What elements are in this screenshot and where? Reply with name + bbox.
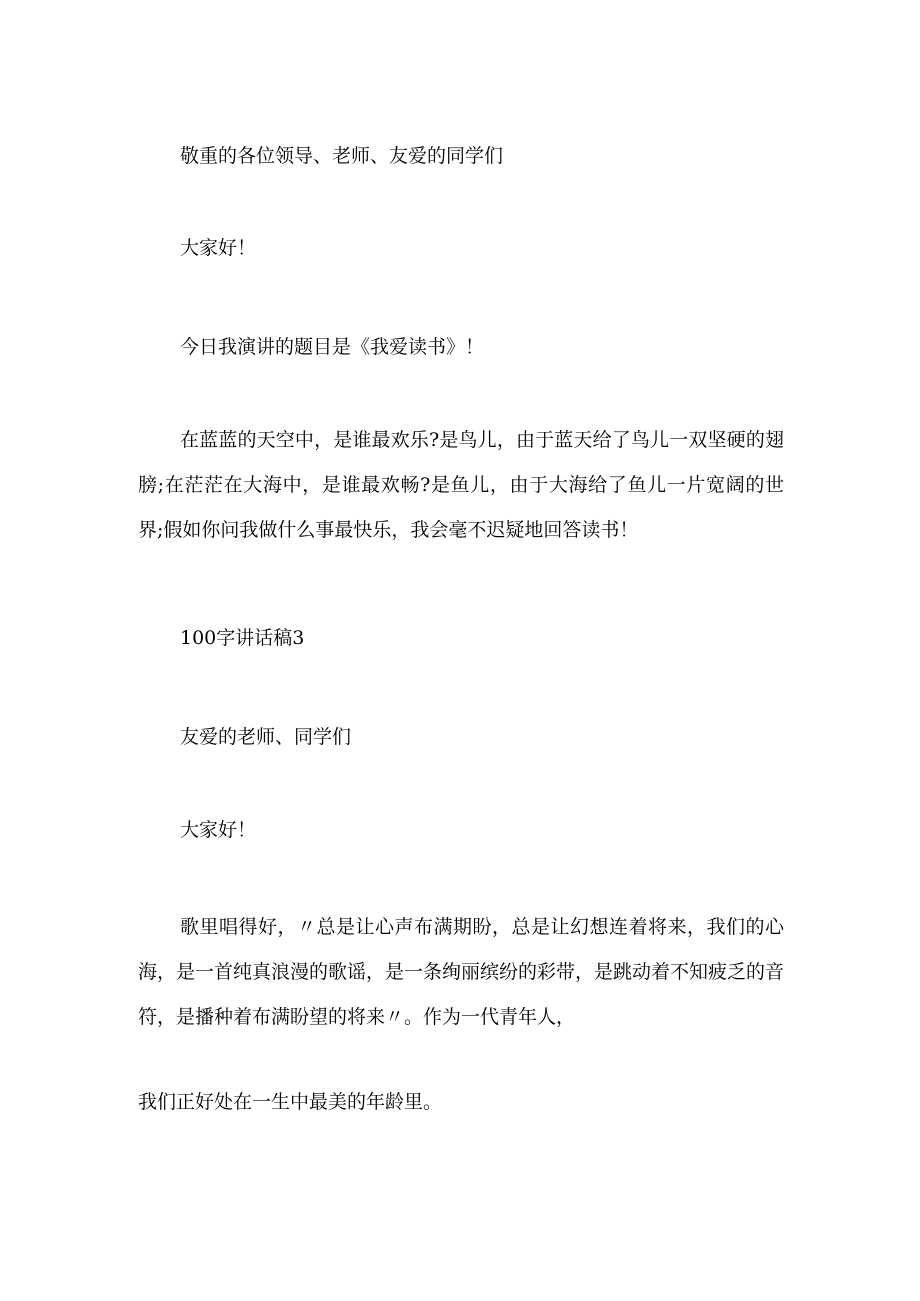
salutation-leaders: 敬重的各位领导、老师、友爱的同学们	[180, 145, 504, 167]
section-heading: 100字讲话稿3	[180, 627, 305, 649]
body-paragraph-reading: 在蓝蓝的天空中，是谁最欢乐?是鸟儿，由于蓝天给了鸟儿一双坚硬的翅膀;在茫茫在大海中，是谁最欢畅?是鱼儿，由于大海给了鱼儿一片宽阔的世界;假如你问我做什么事最快乐，我会毫不迟疑地回答读书！	[138, 429, 784, 541]
body-paragraph-song: 歌里唱得好，〃总是让心声布满期盼，总是让幻想连着将来，我们的心海，是一首纯真浪漫的歌谣，是一条绚丽缤纷的彩带，是跳动着不知疲乏的音符，是播种着布满盼望的将来〃。作为一代青年人，	[138, 916, 785, 1028]
body-paragraph-age: 我们正好处在一生中最美的年龄里。	[138, 1091, 443, 1113]
salutation-teachers: 友爱的老师、同学们	[180, 726, 352, 748]
greeting: 大家好！	[180, 237, 257, 259]
speech-topic: 今日我演讲的题目是《我爱读书》！	[180, 336, 485, 358]
greeting: 大家好！	[180, 819, 257, 841]
